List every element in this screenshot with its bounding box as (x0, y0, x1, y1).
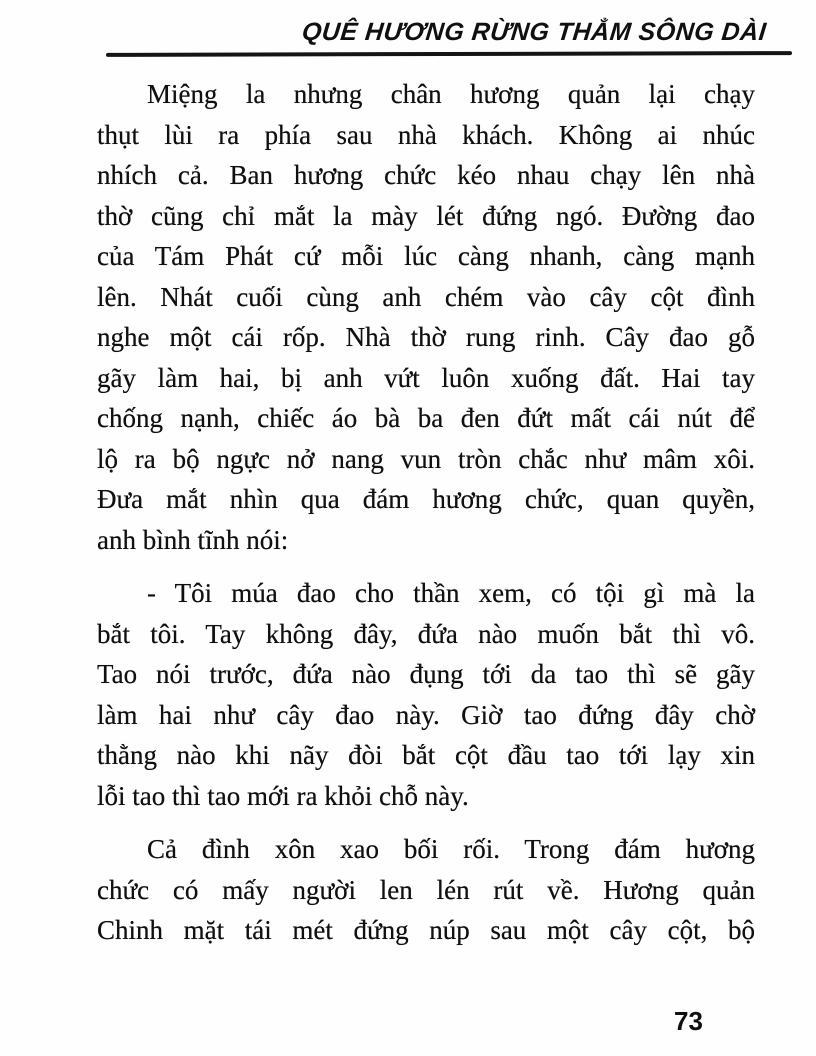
text-line: lên. Nhát cuối cùng anh chém vào cây cột đình (97, 281, 755, 312)
text-line: - Tôi múa đao cho thần xem, có tội gì mà la (147, 578, 755, 608)
text-line: thụt lùi ra phía sau nhà khách. Không ai nhúc (97, 119, 755, 150)
text-line: chức có mấy người len lén rút về. Hương quản (97, 874, 755, 905)
running-header-title: QUÊ HƯƠNG RỪNG THẲM SÔNG DÀI (300, 18, 768, 46)
body-text (97, 74, 755, 951)
paragraph (97, 573, 755, 816)
text-line: Cả đình xôn xao bối rối. Trong đám hương (147, 834, 755, 864)
text-line: làm hai như cây đao này. Giờ tao đứng đây chờ (97, 699, 755, 730)
text-line: lỗi tao thì tao mới ra khỏi chỗ này. (97, 780, 469, 811)
text-line: Tao nói trước, đứa nào đụng tới da tao thì sẽ gãy (97, 659, 755, 689)
page-number: 73 (674, 1006, 703, 1036)
text-line: Miệng la nhưng chân hương quản lại chạy (147, 79, 755, 109)
text-line: nhích cả. Ban hương chức kéo nhau chạy lên nhà (97, 160, 755, 190)
header-rule (106, 51, 792, 57)
text-line: chống nạnh, chiếc áo bà ba đen đứt mất cái nút để (97, 403, 755, 433)
text-line: bắt tôi. Tay không đây, đứa nào muốn bắt thì vô. (97, 618, 755, 649)
text-line: lộ ra bộ ngực nở nang vun tròn chắc như mâm xôi. (97, 443, 755, 474)
text-line: Chinh mặt tái mét đứng núp sau một cây cột, bộ (97, 915, 755, 945)
paragraph (97, 74, 755, 560)
text-line: gãy làm hai, bị anh vứt luôn xuống đất. Hai tay (97, 362, 755, 393)
text-line: thờ cũng chỉ mắt la mày lét đứng ngó. Đường đao (97, 200, 755, 231)
text-line: thằng nào khi nãy đòi bắt cột đầu tao tới lạy xin (97, 740, 755, 770)
text-line: của Tám Phát cứ mỗi lúc càng nhanh, càng mạnh (97, 241, 755, 271)
text-line: nghe một cái rốp. Nhà thờ rung rinh. Cây đao gỗ (97, 322, 755, 352)
text-line: anh bình tĩnh nói: (97, 524, 289, 555)
text-line: Đưa mắt nhìn qua đám hương chức, quan quyền, (97, 484, 755, 514)
paragraph (97, 829, 755, 951)
